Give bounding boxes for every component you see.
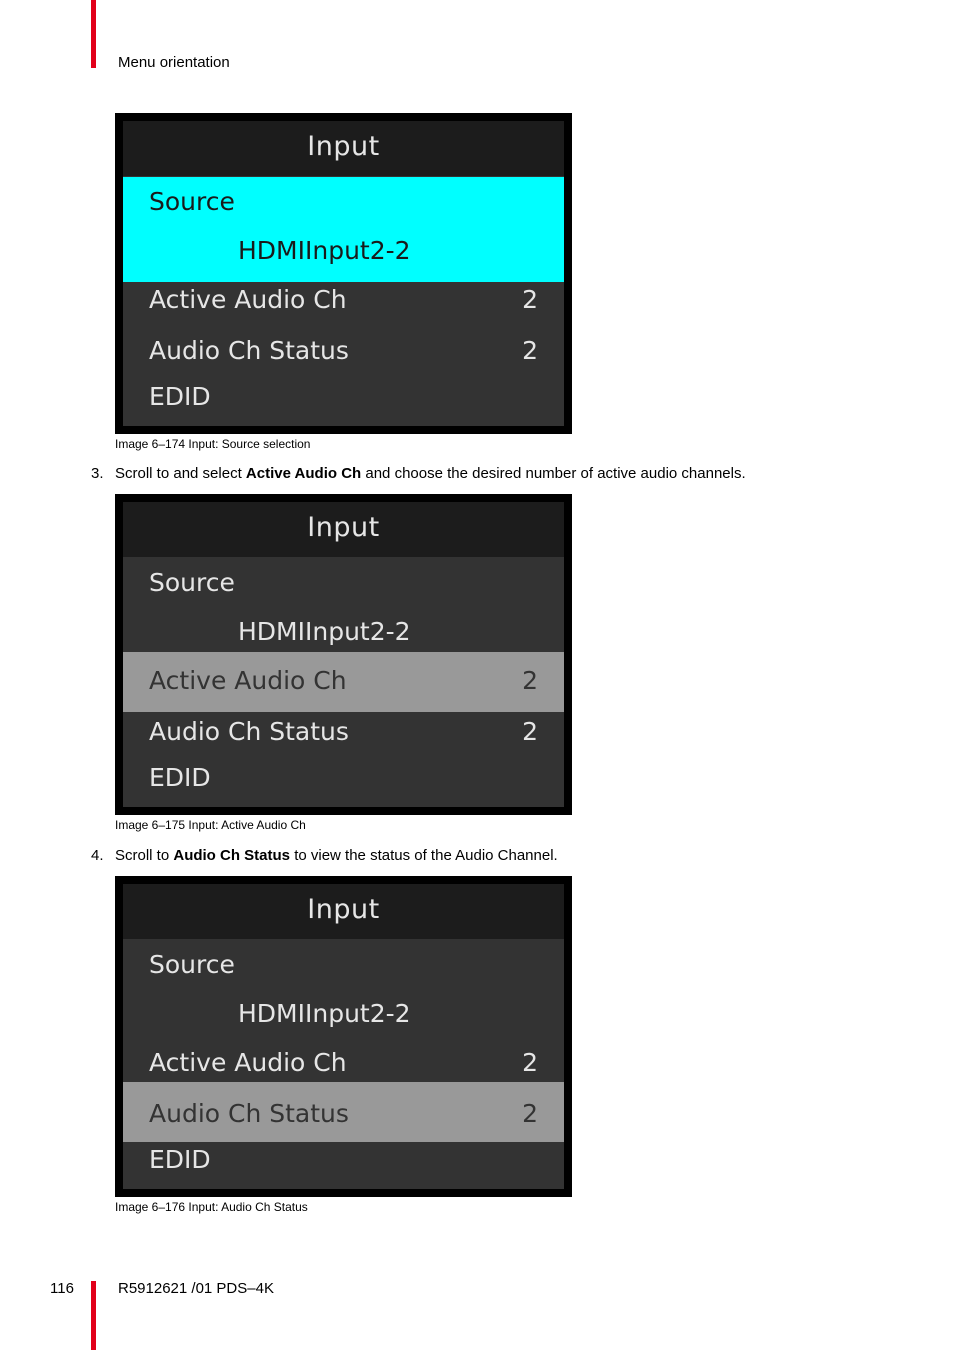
step-number: 3. <box>91 465 104 482</box>
menu-item-edid[interactable]: EDID <box>149 382 211 411</box>
menu-item-active-audio-ch[interactable]: Active Audio Ch <box>149 666 347 695</box>
menu-item-active-audio-ch[interactable]: Active Audio Ch <box>149 285 347 314</box>
menu-title: Input <box>123 121 564 176</box>
step-text: Scroll to and select <box>115 465 246 482</box>
step-4 <box>91 847 558 864</box>
menu-item-source[interactable]: Source <box>149 568 235 597</box>
step-text: Scroll to <box>115 847 174 864</box>
step-text-tail: to view the status of the Audio Channel. <box>290 847 558 864</box>
document-id: R5912621 /01 PDS–4K <box>118 1280 274 1297</box>
step-emphasis: Audio Ch Status <box>173 847 291 864</box>
menu-item-active-audio-ch-value: 2 <box>522 285 538 314</box>
menu-item-active-audio-ch-value: 2 <box>522 1048 538 1077</box>
menu-item-audio-ch-status[interactable]: Audio Ch Status <box>149 1099 349 1128</box>
menu-item-edid[interactable]: EDID <box>149 1145 211 1174</box>
menu-item-edid[interactable]: EDID <box>149 763 211 792</box>
menu-item-source-value: HDMIInput2-2 <box>238 617 411 646</box>
menu-item-source-value: HDMIInput2-2 <box>238 999 411 1028</box>
step-number: 4. <box>91 847 104 864</box>
osd-menu-source-selection <box>115 113 572 434</box>
menu-item-audio-ch-status[interactable]: Audio Ch Status <box>149 717 349 746</box>
osd-menu-active-audio-ch <box>115 494 572 815</box>
menu-title: Input <box>123 502 564 557</box>
menu-title: Input <box>123 884 564 939</box>
figure-caption: Image 6–174 Input: Source selection <box>115 437 311 451</box>
header-accent-bar <box>91 0 96 68</box>
menu-item-source[interactable]: Source <box>149 187 235 216</box>
menu-item-source-value: HDMIInput2-2 <box>238 236 411 265</box>
menu-item-audio-ch-status-value: 2 <box>522 717 538 746</box>
menu-item-source[interactable]: Source <box>149 950 235 979</box>
figure-caption: Image 6–175 Input: Active Audio Ch <box>115 818 306 832</box>
step-emphasis: Active Audio Ch <box>245 465 362 482</box>
step-text-tail: and choose the desired number of active audio channels. <box>361 465 746 482</box>
page-number: 116 <box>50 1280 74 1297</box>
section-title: Menu orientation <box>118 54 230 71</box>
menu-item-active-audio-ch-value: 2 <box>522 666 538 695</box>
menu-item-audio-ch-status[interactable]: Audio Ch Status <box>149 336 349 365</box>
step-3 <box>91 465 746 482</box>
menu-item-audio-ch-status-value: 2 <box>522 1099 538 1128</box>
osd-menu-audio-ch-status <box>115 876 572 1197</box>
figure-caption: Image 6–176 Input: Audio Ch Status <box>115 1200 308 1214</box>
footer-accent-bar <box>91 1281 96 1350</box>
menu-item-active-audio-ch[interactable]: Active Audio Ch <box>149 1048 347 1077</box>
menu-item-audio-ch-status-value: 2 <box>522 336 538 365</box>
